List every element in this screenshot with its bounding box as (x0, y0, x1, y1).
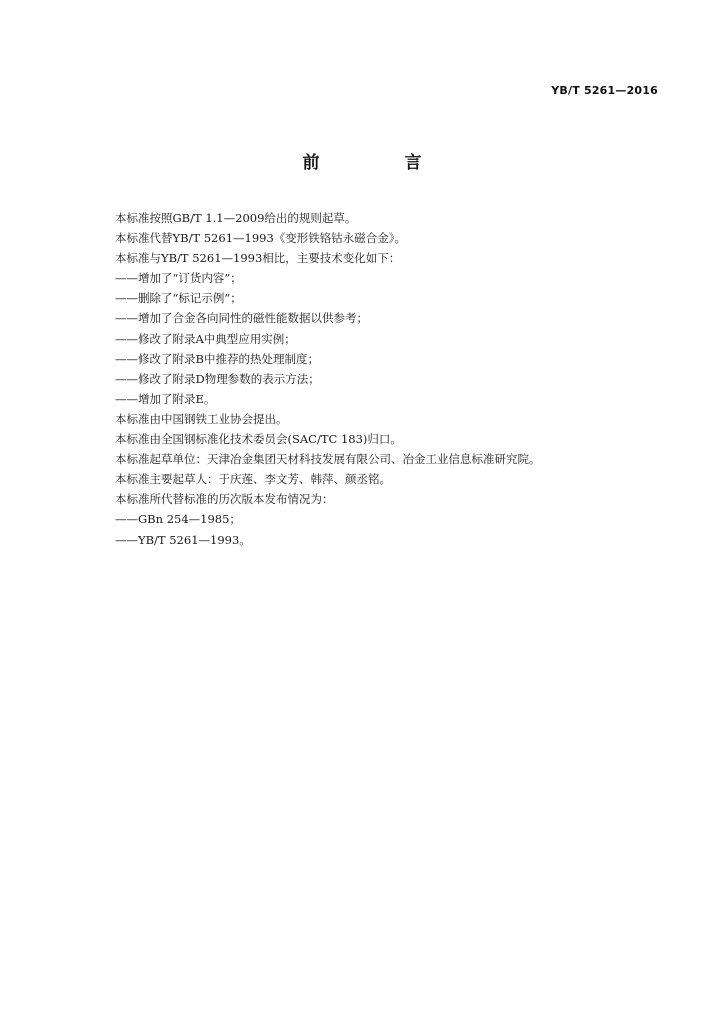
foreword-body (115, 208, 675, 550)
list-item: ——修改了附录D物理参数的表示方法； (115, 371, 320, 386)
list-item: ——YB/T 5261—1993。 (115, 532, 251, 547)
standard-code: YB/T 5261—2016 (551, 84, 658, 97)
page-title: 前 言 (302, 153, 456, 173)
paragraph-line: 本标准由全国钢标准化技术委员会(SAC/TC 183)归口。 (115, 432, 402, 447)
paragraph-line: 本标准起草单位：天津冶金集团天材科技发展有限公司、冶金工业信息标准研究院。 (115, 452, 541, 467)
list-item: ——增加了合金各向同性的磁性能数据以供参考； (115, 311, 368, 326)
paragraph-line: 本标准所代替标准的历次版本发布情况为： (115, 492, 334, 507)
paragraph-line: 本标准主要起草人：于庆莲、李文芳、韩萍、颜丞铭。 (115, 472, 391, 487)
list-item: ——GBn 254—1985； (115, 512, 241, 527)
paragraph-line: 本标准由中国钢铁工业协会提出。 (115, 411, 288, 426)
paragraph-line: 本标准与YB/T 5261—1993相比，主要技术变化如下： (115, 251, 401, 266)
list-item: ——修改了附录A中典型应用实例； (115, 331, 296, 346)
list-item: ——删除了“标记示例”； (115, 291, 242, 306)
list-item: ——增加了“订货内容”； (115, 271, 242, 286)
paragraph-line: 本标准按照GB/T 1.1—2009给出的规则起草。 (115, 211, 357, 225)
list-item: ——增加了附录E。 (115, 391, 216, 406)
paragraph-line: 本标准代替YB/T 5261—1993《变形铁铬钴永磁合金》。 (115, 231, 407, 246)
list-item: ——修改了附录B中推荐的热处理制度； (115, 351, 319, 366)
